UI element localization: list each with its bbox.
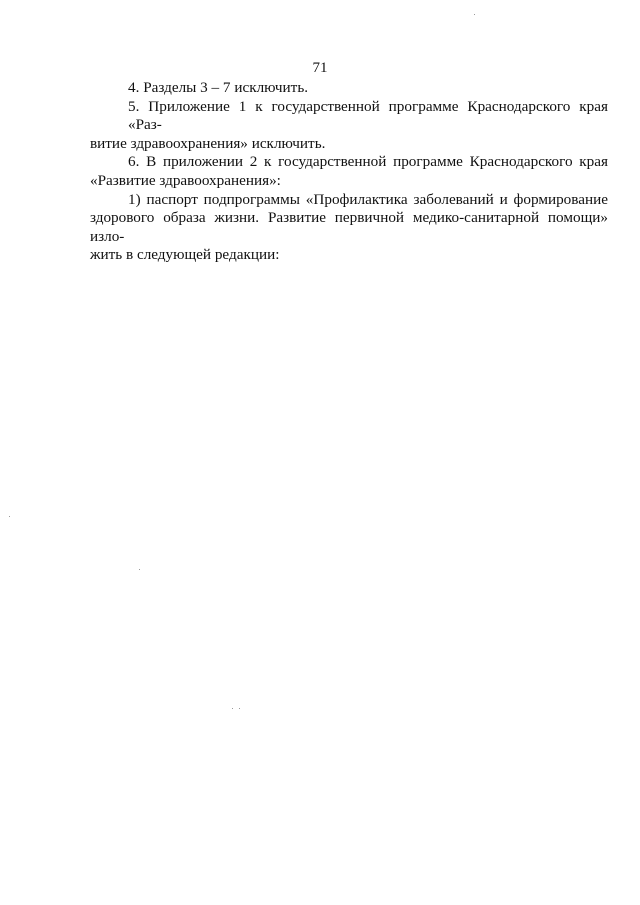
scan-speck [474,14,475,15]
paragraph-line: 1) паспорт подпрограммы «Профилактика заболеваний и формирование [128,190,608,208]
paragraph-subitem-1 [90,191,608,265]
scan-speck [232,708,233,709]
paragraph-line: «Развитие здравоохранения»: [90,171,281,189]
paragraph-line: здорового образа жизни. Развитие первичной медико-санитарной помощи» изло- [90,209,608,245]
scan-speck [239,708,240,709]
paragraph-line: 4. Разделы 3 – 7 исключить. [128,79,309,96]
document-body [90,79,608,265]
paragraph-line: жить в следующей редакции: [90,246,280,264]
paragraph-item-6 [90,153,608,190]
paragraph-line: витие здравоохранения» исключить. [90,134,326,152]
paragraph-item-4 [90,79,608,98]
scan-speck [139,569,140,570]
scan-speck [9,516,10,517]
page-number: 71 [312,60,328,76]
paragraph-item-5 [90,98,608,154]
paragraph-line: 5. Приложение 1 к государственной программе Краснодарского края «Раз- [128,97,608,134]
paragraph-line: 6. В приложении 2 к государственной программе Краснодарского края [128,153,608,171]
